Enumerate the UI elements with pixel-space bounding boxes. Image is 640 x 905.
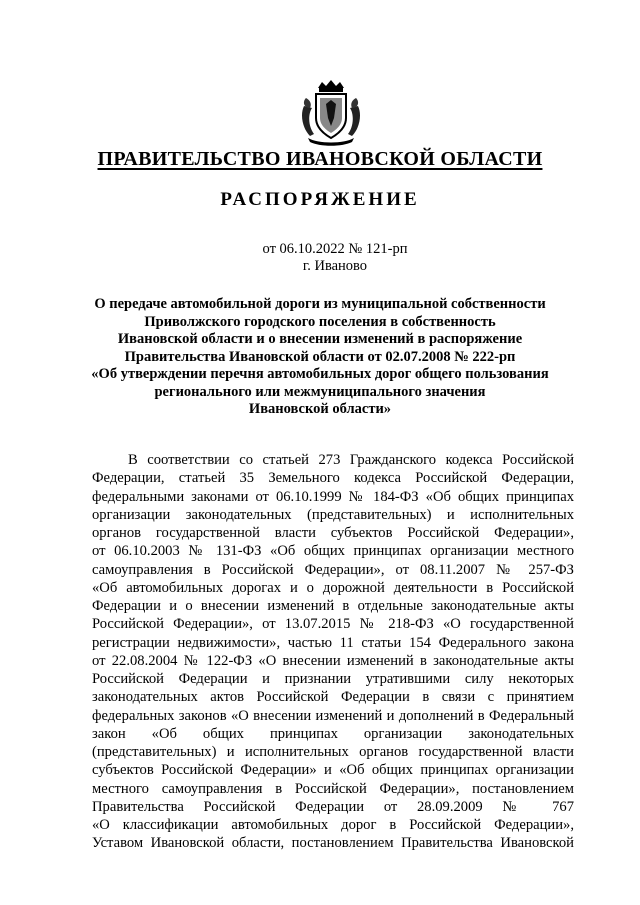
subject-line: Правительства Ивановской области от 02.07.2008 № 222-рп — [124, 348, 516, 365]
city: г. Иваново — [302, 258, 368, 274]
body-line: законодательных актов Российской Федерации в связи с принятием — [92, 689, 574, 706]
body-line: местного самоуправления в Российской Федерации», постановлением — [92, 780, 574, 797]
body-line: организации законодательных (представительных) и исполнительных — [92, 506, 574, 523]
body-line: Правительства Российской Федерации от 28.09.2009 № 767 — [92, 798, 574, 815]
document-type: РАСПОРЯЖЕНИЕ — [220, 189, 420, 210]
coat-of-arms-icon — [296, 78, 366, 148]
body-line: Федерации и о внесении изменений в отдельные законодательные акты — [92, 598, 574, 614]
body-line: Российской Федерации и признании утратившими силу некоторых — [92, 671, 574, 687]
body-line: от 22.08.2004 № 122-ФЗ «О внесении изменений в законодательные акты — [92, 652, 574, 669]
date-number: от 06.10.2022 № 121-рп — [262, 241, 408, 257]
body-line: закон «Об общих принципах организации законодательных — [92, 725, 574, 742]
subject-line: О передаче автомобильной дороги из муниципальной собственности — [94, 296, 546, 312]
body-line: Федерации, статьей 35 Земельного кодекса Российской Федерации, — [92, 470, 574, 487]
subject-line: «Об утверждении перечня автомобильных дорог общего пользования — [91, 366, 549, 382]
document-meta — [0, 241, 640, 275]
body-line: «О классификации автомобильных дорог в Российской Федерации», — [92, 817, 574, 833]
document-subject — [60, 296, 580, 419]
subject-line: Ивановской области и о внесении изменений в распоряжение — [117, 331, 523, 347]
body-line: федеральных законов «О внесении изменений и дополнений в Федеральный — [92, 707, 574, 724]
body-line: субъектов Российской Федерации» и «Об общих принципах организации — [92, 762, 574, 779]
body-line: федеральными законами от 06.10.1999 № 184-ФЗ «Об общих принципах — [92, 488, 574, 505]
body-line: Российской Федерации», от 13.07.2015 № 218-ФЗ «О государственной — [92, 616, 574, 633]
org-title: ПРАВИТЕЛЬСТВО ИВАНОВСКОЙ ОБЛАСТИ — [97, 148, 543, 170]
body-line: от 06.10.2003 № 131-ФЗ «Об общих принципах организации местного — [92, 543, 574, 560]
body-line: самоуправления в Российской Федерации», от 08.11.2007 № 257-ФЗ — [92, 561, 574, 578]
body-line: «Об автомобильных дорогах и о дорожной деятельности в Российской — [92, 579, 574, 596]
subject-line: Ивановской области» — [248, 401, 392, 417]
subject-line: регионального или межмуниципального значения — [154, 383, 486, 400]
body-line: (представительных) и исполнительных органов государственной власти — [92, 744, 574, 760]
body-line: Уставом Ивановской области, постановлением Правительства Ивановской — [92, 835, 574, 852]
body-paragraph — [92, 451, 574, 853]
body-line: органов государственной власти субъектов Российской Федерации», — [92, 525, 574, 541]
body-line: регистрации недвижимости», частью 11 статьи 154 Федерального закона — [92, 634, 574, 651]
body-line: В соответствии со статьей 273 Гражданского кодекса Российской — [128, 452, 574, 468]
subject-line: Приволжского городского поселения в собственность — [144, 313, 496, 330]
